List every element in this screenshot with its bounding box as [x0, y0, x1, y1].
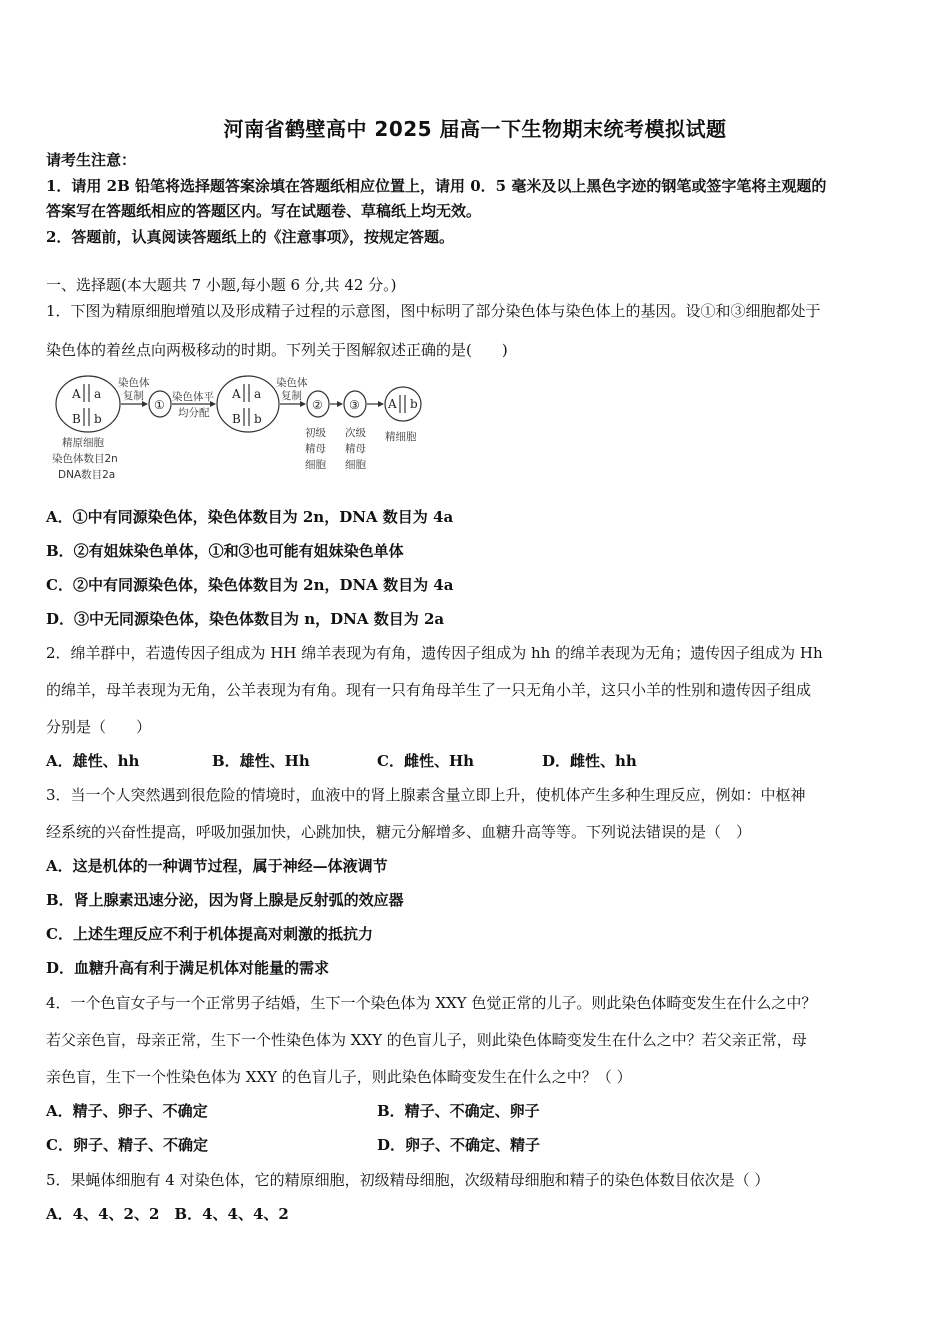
q4-stem-line-3: 亲色盲，生下一个性染色体为 XXY 的色盲儿子，则此染色体畸变发生在什么之中？（ ） — [46, 1068, 632, 1086]
chromosome-count-label: 染色体数目2n — [52, 453, 118, 465]
gene-a-2: a — [254, 387, 262, 401]
q4-option-a: A．精子、卵子、不确定 — [46, 1102, 208, 1120]
secondary-label-2: 精母 — [345, 443, 366, 455]
gene-b-2: b — [254, 412, 262, 426]
q4-option-b: B．精子、不确定、卵子 — [377, 1102, 540, 1120]
q1-option-b: B．②有姐妹染色单体，①和③也可能有姐妹染色单体 — [46, 542, 404, 560]
arrow1-label-1: 染色体 — [118, 377, 150, 389]
spermatogonium-label: 精原细胞 — [62, 437, 104, 449]
q2-stem-line-3: 分别是（ ） — [46, 718, 152, 736]
primary-label-1: 初级 — [305, 427, 326, 439]
notice-heading: 请考生注意： — [46, 151, 137, 169]
q4-stem-line-1: 4．一个色盲女子与一个正常男子结婚，生下一个染色体为 XXY 色觉正常的儿子。则此染色体畸变发生在什么之中？ — [46, 994, 817, 1012]
q2-option-b: B．雄性、Hh — [212, 752, 310, 770]
arrow2-label-2: 均分配 — [178, 407, 210, 419]
cell-2-label: ② — [312, 398, 323, 412]
q5-stem: 5．果蝇体细胞有 4 对染色体，它的精原细胞，初级精母细胞，次级精母细胞和精子的染色体数目依次是（ ） — [46, 1171, 770, 1189]
gene-A: A — [72, 387, 81, 401]
q1-option-c: C．②中有同源染色体，染色体数目为 2n，DNA 数目为 4a — [46, 576, 454, 594]
q3-stem-line-1: 3．当一个人突然遇到很危险的情境时，血液中的肾上腺素含量立即上升，使机体产生多种生理反应，例如：中枢神 — [46, 786, 806, 804]
spermatogonium-cell — [56, 376, 120, 432]
cell-1-label: ① — [154, 398, 165, 412]
q1-option-a: A．①中有同源染色体，染色体数目为 2n，DNA 数目为 4a — [46, 508, 454, 526]
arrow2-label-1: 染色体平 — [172, 391, 214, 403]
q3-option-c: C．上述生理反应不利于机体提高对刺激的抵抗力 — [46, 925, 373, 943]
sperm-label: 精细胞 — [385, 431, 417, 443]
arrow1-label-2: 复制 — [123, 390, 144, 402]
secondary-label-3: 细胞 — [345, 459, 366, 471]
primary-label-3: 细胞 — [305, 459, 326, 471]
q3-stem-line-2: 经系统的兴奋性提高，呼吸加强加快，心跳加快，糖元分解增多、血糖升高等等。下列说法错误的是（ ） — [46, 823, 752, 841]
gene-b-sperm: b — [410, 397, 418, 411]
q2-stem-line-1: 2．绵羊群中，若遗传因子组成为 HH 绵羊表现为有角，遗传因子组成为 hh 的绵羊表现为无角；遗传因子组成为 Hh — [46, 644, 823, 662]
arrow3-label-2: 复制 — [281, 390, 302, 402]
q2-option-a: A．雄性、hh — [46, 752, 140, 770]
q4-option-d: D．卵子、不确定、精子 — [377, 1136, 541, 1154]
q2-option-c: C．雌性、Hh — [377, 752, 475, 770]
spermatogenesis-diagram — [48, 370, 438, 490]
notice-item-1-cont: 答案写在答题纸相应的答题区内。写在试题卷、草稿纸上均无效。 — [46, 202, 482, 220]
q1-stem-line-2: 染色体的着丝点向两极移动的时期。下列关于图解叙述正确的是( ) — [46, 341, 508, 359]
gene-B-2: B — [232, 412, 241, 426]
notice-item-1: 1．请用 2B 铅笔将选择题答案涂填在答题纸相应位置上，请用 0．5 毫米及以上黑色字迹的钢笔或签字笔将主观题的 — [46, 177, 827, 195]
q3-option-b: B．肾上腺素迅速分泌，因为肾上腺是反射弧的效应器 — [46, 891, 404, 909]
gene-B: B — [72, 412, 81, 426]
cell-after-mitosis — [217, 376, 279, 432]
q3-option-d: D．血糖升高有利于满足机体对能量的需求 — [46, 959, 330, 977]
gene-A-2: A — [232, 387, 241, 401]
gene-b: b — [94, 412, 102, 426]
q1-option-d: D．③中无同源染色体，染色体数目为 n，DNA 数目为 2a — [46, 610, 445, 628]
q4-option-c: C．卵子、精子、不确定 — [46, 1136, 208, 1154]
exam-title: 河南省鹤壁高中 2025 届高一下生物期末统考模拟试题 — [223, 117, 727, 141]
primary-label-2: 精母 — [305, 443, 326, 455]
q4-stem-line-2: 若父亲色盲，母亲正常，生下一个性染色体为 XXY 的色盲儿子，则此染色体畸变发生在什么之中？若父亲正常，母 — [46, 1031, 807, 1049]
q1-stem-line-1: 1．下图为精原细胞增殖以及形成精子过程的示意图，图中标明了部分染色体与染色体上的基因。设①和③细胞都处于 — [46, 302, 821, 320]
arrow3-label-1: 染色体 — [276, 377, 308, 389]
q3-option-a: A．这是机体的一种调节过程，属于神经—体液调节 — [46, 857, 388, 875]
section-heading: 一、选择题(本大题共 7 小题,每小题 6 分,共 42 分。) — [46, 276, 397, 294]
cell-3-label: ③ — [349, 398, 360, 412]
q2-stem-line-2: 的绵羊，母羊表现为无角，公羊表现为有角。现有一只有角母羊生了一只无角小羊，这只小羊的性别和遗传因子组成 — [46, 681, 812, 699]
secondary-label-1: 次级 — [345, 427, 366, 439]
notice-item-2: 2．答题前，认真阅读答题纸上的《注意事项》，按规定答题。 — [46, 228, 454, 246]
gene-A-sperm: A — [388, 397, 397, 411]
q2-option-d: D．雌性、hh — [542, 752, 637, 770]
q5-options: A．4、4、2、2 B．4、4、4、2 — [46, 1205, 289, 1223]
gene-a: a — [94, 387, 102, 401]
dna-count-label: DNA数目2a — [58, 469, 116, 481]
